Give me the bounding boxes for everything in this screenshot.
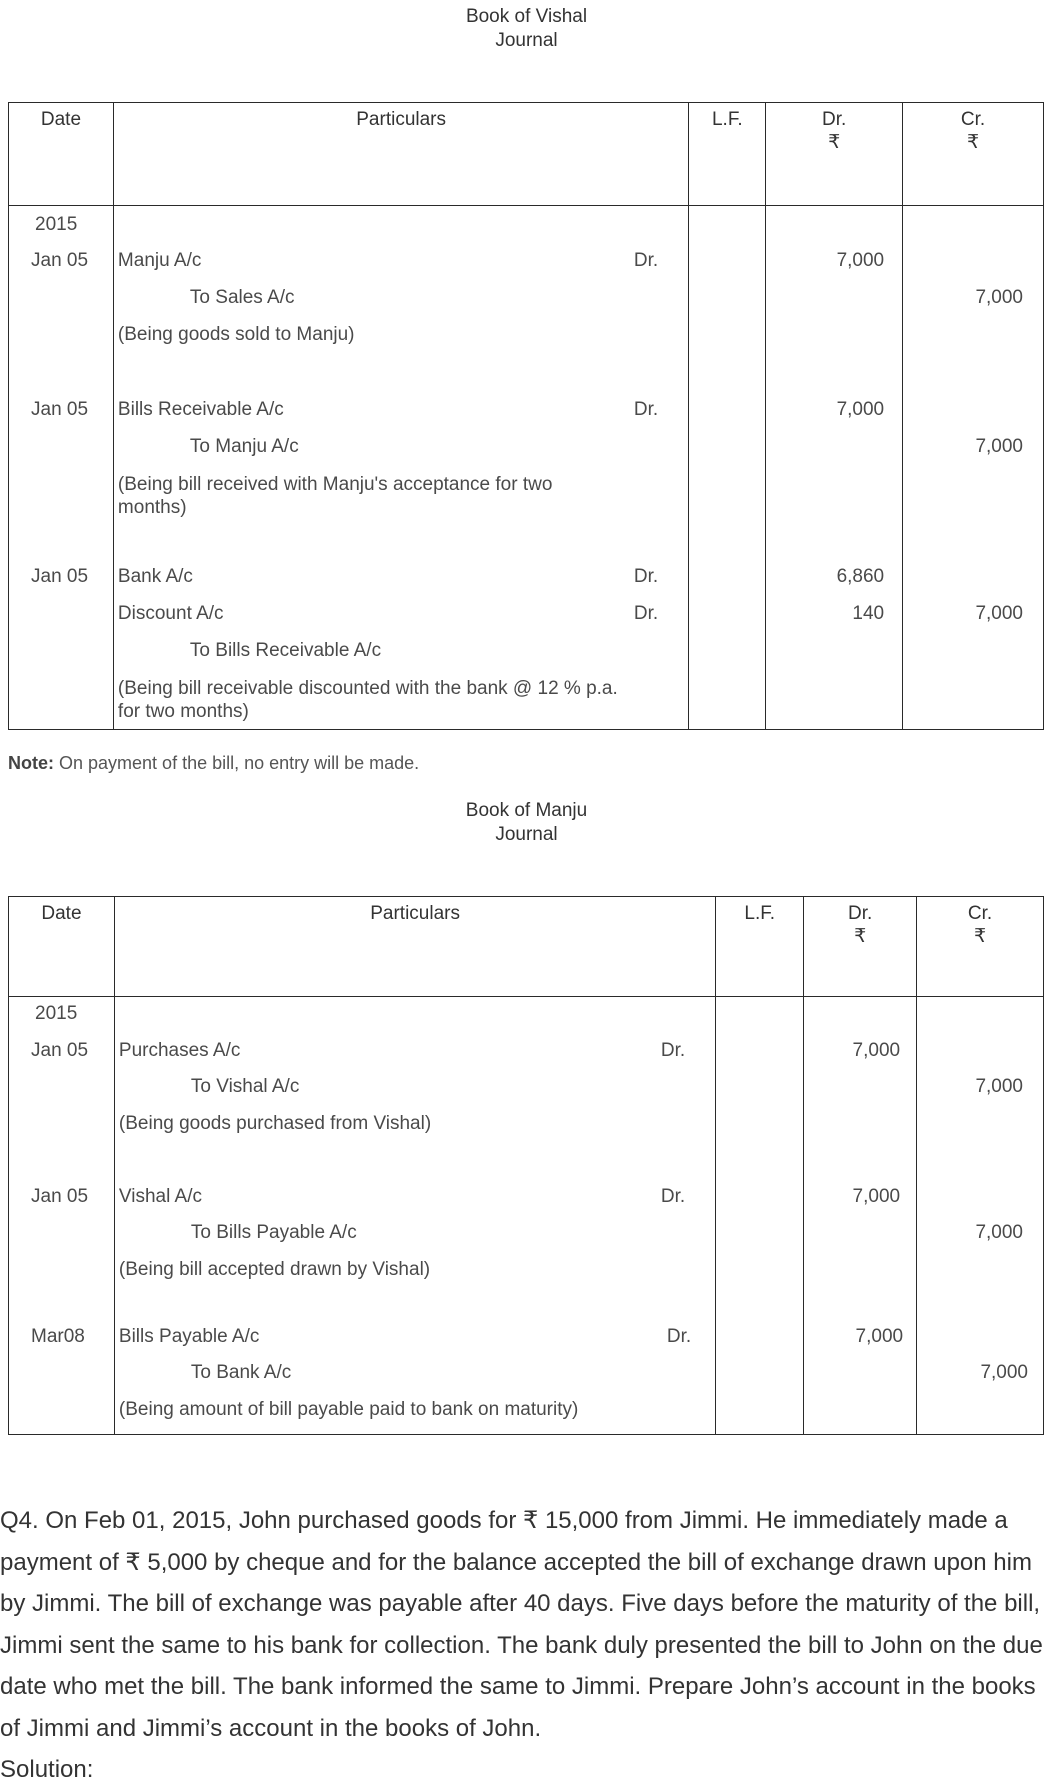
credit-account: To Bank A/c: [190, 1362, 292, 1383]
vishal-journal-subtitle: Journal: [495, 30, 558, 51]
dr-mark: Dr.: [666, 1326, 692, 1347]
cr-header: Cr. ₹: [903, 103, 1044, 206]
manju-journal-table: [8, 896, 1044, 1435]
credit-account: To Sales A/c: [189, 287, 295, 308]
debit-account: Vishal A/c: [118, 1186, 202, 1207]
dr-mark: Dr.: [633, 566, 659, 587]
entry-date: Jan 05: [31, 1040, 89, 1061]
cr-amount: 7,000: [975, 287, 1023, 308]
dr-amount: 7,000: [855, 1326, 904, 1347]
table-header-row: [9, 897, 1044, 997]
solution-label: Solution:: [0, 1756, 94, 1783]
narration: (Being goods purchased from Vishal): [118, 1113, 432, 1134]
cr-amount: 7,000: [975, 603, 1023, 624]
rupee-symbol: ₹: [828, 132, 841, 153]
lf-header: L.F.: [716, 897, 804, 997]
vishal-journal-table: [8, 102, 1044, 730]
year: 2015: [35, 1003, 78, 1024]
credit-account: To Bills Receivable A/c: [189, 640, 382, 661]
entry-date: Jan 05: [31, 1186, 89, 1207]
debit-account: Bills Receivable A/c: [117, 399, 284, 420]
dr-mark: Dr.: [660, 1040, 686, 1061]
note-label: Note:: [8, 753, 54, 773]
cr-amount-column: [903, 206, 1044, 730]
lf-column: [716, 997, 804, 1435]
entry-date: Jan 05: [31, 399, 89, 420]
dr-mark: Dr.: [633, 250, 659, 271]
entry-date: Jan 05: [31, 566, 89, 587]
dr-amount: 7,000: [852, 1040, 901, 1061]
cr-header: Cr. ₹: [917, 897, 1044, 997]
manju-book-title: Book of Manju: [465, 800, 588, 821]
credit-account: To Manju A/c: [189, 436, 299, 457]
year: 2015: [35, 214, 78, 235]
manju-journal-subtitle: Journal: [495, 824, 558, 845]
debit-account: Bank A/c: [117, 566, 193, 587]
dr-mark: Dr.: [633, 399, 659, 420]
dr-header: Dr. ₹: [804, 897, 917, 997]
table-body-row: [9, 206, 1044, 730]
question-text-block: [0, 1500, 1053, 1791]
note: [8, 753, 419, 774]
vishal-book-title: Book of Vishal: [465, 6, 588, 27]
particulars-column: [114, 997, 715, 1435]
rupee-symbol: ₹: [854, 926, 867, 947]
note-text: On payment of the bill, no entry will be made.: [54, 753, 420, 773]
dr-mark: Dr.: [660, 1186, 686, 1207]
narration: (Being bill accepted drawn by Vishal): [118, 1259, 431, 1280]
table-body-row: [9, 997, 1044, 1435]
date-header: Date: [9, 103, 114, 206]
dr-amount: 7,000: [836, 250, 885, 271]
cr-amount-column: [917, 997, 1044, 1435]
table-header-row: [9, 103, 1044, 206]
dr-amount: 7,000: [852, 1186, 901, 1207]
dr-amount-column: [804, 997, 917, 1435]
dr-amount: 6,860: [836, 566, 885, 587]
narration: (Being goods sold to Manju): [117, 324, 355, 345]
date-header: Date: [9, 897, 115, 997]
date-column: [9, 997, 115, 1435]
rupee-symbol: ₹: [967, 132, 980, 153]
particulars-column: [113, 206, 688, 730]
dr-mark: Dr.: [633, 603, 659, 624]
credit-account: To Vishal A/c: [190, 1076, 300, 1097]
cr-amount: 7,000: [975, 1076, 1023, 1097]
cr-amount: 7,000: [975, 436, 1023, 457]
entry-date: Jan 05: [31, 250, 89, 271]
narration: (Being bill received with Manju's acceptance for two months): [117, 474, 553, 518]
rupee-symbol: ₹: [974, 926, 987, 947]
cr-amount: 7,000: [975, 1222, 1023, 1243]
date-column: [9, 206, 114, 730]
debit-account: Discount A/c: [117, 603, 224, 624]
entry-date: Mar08: [31, 1326, 85, 1347]
narration: (Being bill receivable discounted with the bank @ 12 % p.a. for two months): [117, 678, 618, 722]
dr-amount-column: [766, 206, 903, 730]
lf-header: L.F.: [689, 103, 766, 206]
dr-amount: 140: [852, 603, 885, 624]
question-text: Q4. On Feb 01, 2015, John purchased goods for ₹ 15,000 from Jimmi. He immediately made a payment of ₹ 5,000 by cheque and for the balance accepted the bill of exchange drawn upon him by Jimmi. The bill of exchange was payable after 40 days. Five days before the maturity of the bill, Jimmi sent the same to his bank for collection. The bank duly presented the bill to John on the due date who met the bill. The bank informed the same to Jimmi. Prepare John’s account in the books of Jimmi and Jimmi’s account in the books of John.: [0, 1507, 1043, 1742]
particulars-header: Particulars: [114, 897, 715, 997]
dr-amount: 7,000: [836, 399, 885, 420]
debit-account: Purchases A/c: [118, 1040, 241, 1061]
particulars-header: Particulars: [113, 103, 688, 206]
lf-column: [689, 206, 766, 730]
cr-amount: 7,000: [980, 1362, 1028, 1383]
debit-account: Bills Payable A/c: [118, 1326, 260, 1347]
narration: (Being amount of bill payable paid to bank on maturity): [118, 1399, 579, 1420]
dr-header: Dr. ₹: [766, 103, 903, 206]
credit-account: To Bills Payable A/c: [190, 1222, 357, 1243]
debit-account: Manju A/c: [117, 250, 202, 271]
